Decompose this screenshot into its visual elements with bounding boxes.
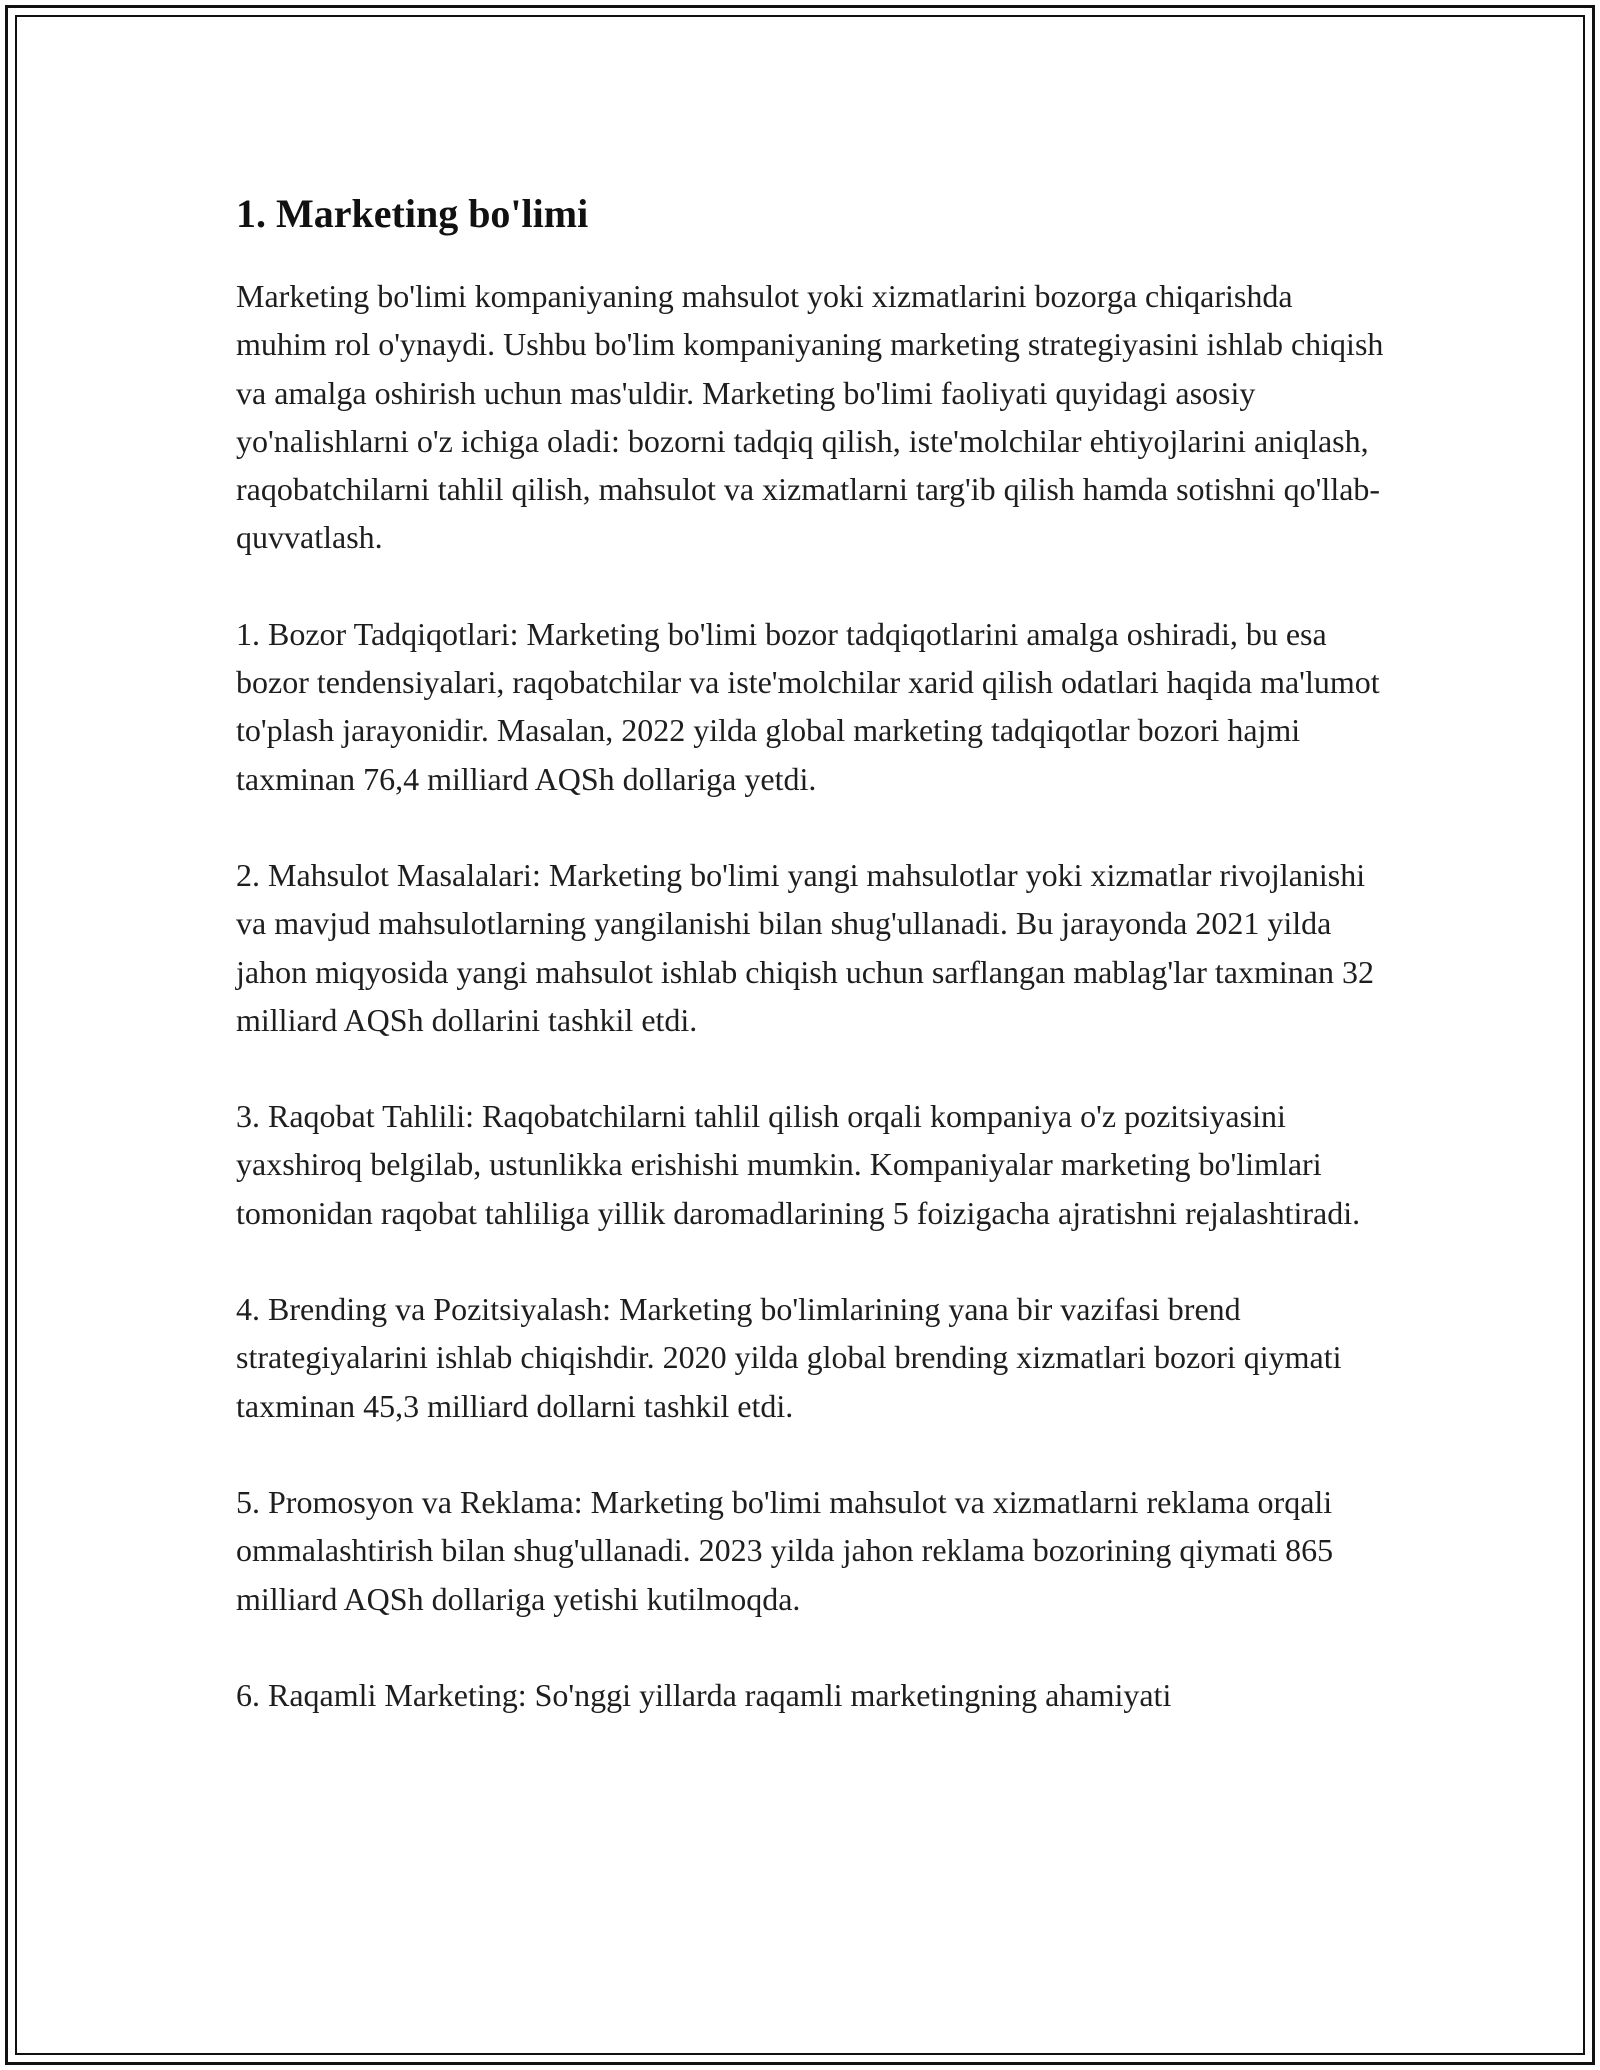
intro-paragraph: Marketing bo'limi kompaniyaning mahsulot yoki xizmatlarini bozorga chiqarishda muhim rol o'ynaydi. Ushbu bo'lim kompaniyaning marketing strategiyasini ishlab chiqish va amalga oshirish uchun mas'uldir. Marketing bo'limi faoliyati quyidagi asosiy yo'nalishlarni o'z ichiga oladi: bozorni tadqiq qilish, iste'molchilar ehtiyojlarini aniqlash, raqobatchilarni tahlil qilish, mahsulot va xizmatlarni targ'ib qilish hamda sotishni qo'llab-quvvatlash. (236, 278, 1384, 556)
document-body (236, 186, 1386, 1767)
paragraph-competitive-analysis: 3. Raqobat Tahlili: Raqobatchilarni tahlil qilish orqali kompaniya o'z pozitsiyasini yaxshiroq belgilab, ustunlikka erishishi mumkin. Kompaniyalar marketing bo'limlari tomonidan raqobat tahliliga yillik daromadlarining 5 foizigacha ajratishni rejalashtiradi. (236, 1098, 1361, 1231)
paragraph-market-research: 1. Bozor Tadqiqotlari: Marketing bo'limi bozor tadqiqotlarini amalga oshiradi, bu esa bozor tendensiyalari, raqobatchilar va iste'molchilar xarid qilish odatlari haqida ma'lumot to'plash jarayonidir. Masalan, 2022 yilda global marketing tadqiqotlar bozori hajmi taxminan 76,4 milliard AQSh dollariga yetdi. (236, 615, 1380, 797)
paragraph-digital-marketing: 6. Raqamli Marketing: So'nggi yillarda raqamli marketingning ahamiyati (236, 1676, 1172, 1713)
paragraph-branding: 4. Brending va Pozitsiyalash: Marketing bo'limlarining yana bir vazifasi brend strategiyalarini ishlab chiqishdir. 2020 yilda global brending xizmatlari bozori qiymati taxminan 45,3 milliard dollarni tashkil etdi. (236, 1291, 1342, 1424)
paragraph-product-issues: 2. Mahsulot Masalalari: Marketing bo'limi yangi mahsulotlar yoki xizmatlar rivojlanishi va mavjud mahsulotlarning yangilanishi bilan shug'ullanadi. Bu jarayonda 2021 yilda jahon miqyosida yangi mahsulot ishlab chiqish uchun sarflangan mablag'lar taxminan 32 milliard AQSh dollarini tashkil etdi. (236, 856, 1374, 1038)
section-heading: 1. Marketing bo'limi (236, 191, 589, 236)
paragraph-promotion: 5. Promosyon va Reklama: Marketing bo'limi mahsulot va xizmatlarni reklama orqali ommalashtirish bilan shug'ullanadi. 2023 yilda jahon reklama bozorining qiymati 865 milliard AQSh dollariga yetishi kutilmoqda. (236, 1483, 1334, 1617)
